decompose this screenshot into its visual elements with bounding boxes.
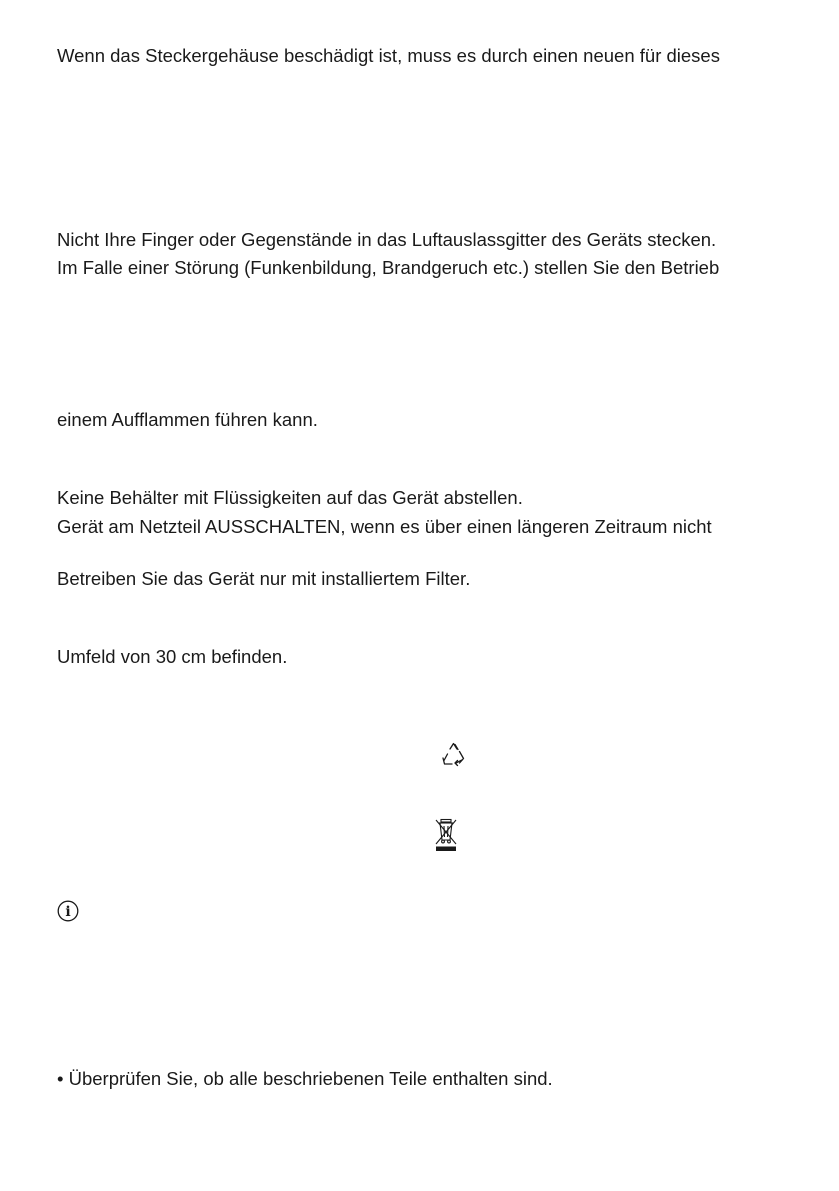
crossed-out-bin-icon [434,818,458,852]
text-line-switch-off: Gerät am Netzteil AUSSCHALTEN, wenn es über einen längeren Zeitraum nicht [57,516,712,537]
text-line-liquids: Keine Behälter mit Flüssigkeiten auf das Gerät abstellen. [57,487,523,508]
info-icon [57,900,79,922]
info-icon-letter: i [65,904,71,920]
text-line-filter: Betreiben Sie das Gerät nur mit installiertem Filter. [57,568,471,589]
text-line-malfunction: Im Falle einer Störung (Funkenbildung, Brandgeruch etc.) stellen Sie den Betrieb [57,257,720,278]
text-line-fingers: Nicht Ihre Finger oder Gegenstände in das Luftauslassgitter des Geräts stecken. [57,229,717,250]
text-line-clearance: Umfeld von 30 cm befinden. [57,646,288,667]
text-line-flare-up: einem Aufflammen führen kann. [57,409,318,430]
text-line-check-parts: • Überprüfen Sie, ob alle beschriebenen Teile enthalten sind. [57,1068,553,1089]
recycle-icon [440,741,467,768]
text-line-plug-housing: Wenn das Steckergehäuse beschädigt ist, muss es durch einen neuen für dieses [57,45,720,66]
